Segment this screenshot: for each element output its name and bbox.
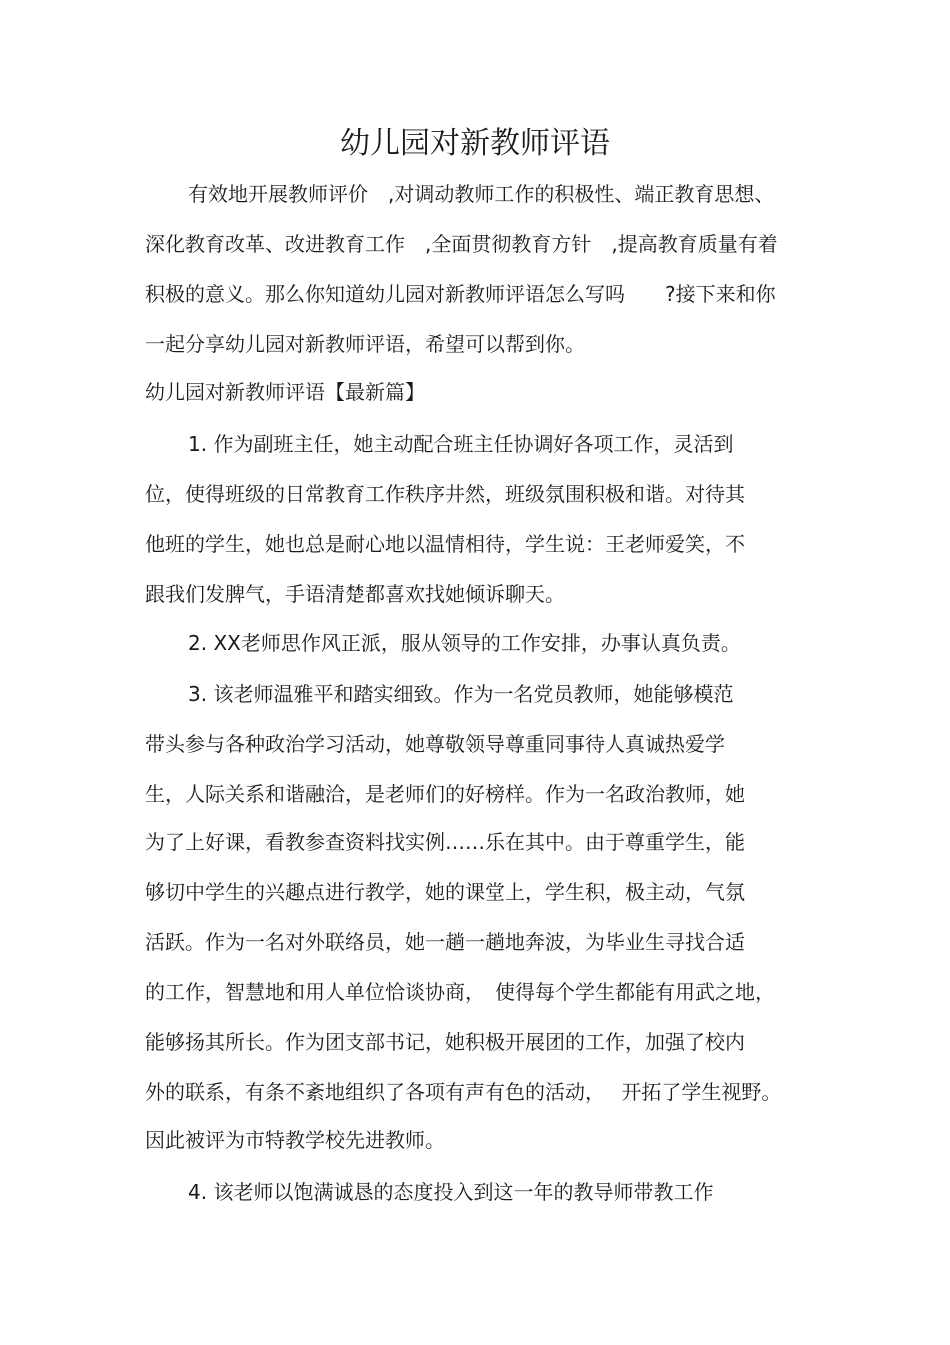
item-3-line-10: 因此被评为市特教学校先进教师。 (145, 1128, 445, 1152)
item-3-line-6: 活跃。作为一名对外联络员，她一趟一趟地奔波，为毕业生寻找合适 (145, 930, 745, 954)
item-3-line-2: 带头参与各种政治学习活动，她尊敬领导尊重同事待人真诚热爱学 (145, 732, 725, 756)
intro-line-1: 有效地开展教师评价 ,对调动教师工作的积极性、端正教育思想、 (188, 182, 775, 206)
item-3-line-5: 够切中学生的兴趣点进行教学，她的课堂上，学生积，极主动，气氛 (145, 880, 745, 904)
document-title: 幼儿园对新教师评语 (340, 126, 610, 161)
intro-line-3: 积极的意义。那么你知道幼儿园对新教师评语怎么写吗 ?接下来和你 (145, 282, 776, 306)
item-3-line-1: 3. 该老师温雅平和踏实细致。作为一名党员教师，她能够模范 (188, 682, 734, 706)
item-3-line-9: 外的联系，有条不紊地组织了各项有声有色的活动， 开拓了学生视野。 (145, 1080, 782, 1104)
item-2-line-1: 2. XX老师思作风正派，服从领导的工作安排，办事认真负责。 (188, 631, 741, 655)
item-1-line-1: 1. 作为副班主任，她主动配合班主任协调好各项工作，灵活到 (188, 432, 734, 456)
item-3-line-3: 生，人际关系和谐融洽，是老师们的好榜样。作为一名政治教师，她 (145, 782, 745, 806)
intro-line-2: 深化教育改革、改进教育工作 ,全面贯彻教育方针 ,提高教育质量有着 (145, 232, 778, 256)
intro-line-4: 一起分享幼儿园对新教师评语，希望可以帮到你。 (145, 332, 585, 356)
item-1-line-3: 他班的学生，她也总是耐心地以温情相待，学生说：王老师爱笑，不 (145, 532, 745, 556)
item-3-line-7: 的工作，智慧地和用人单位恰谈协商， 使得每个学生都能有用武之地， (145, 980, 775, 1004)
item-1-line-4: 跟我们发脾气，手语清楚都喜欢找她倾诉聊天。 (145, 582, 565, 606)
section-heading: 幼儿园对新教师评语【最新篇】 (145, 380, 425, 404)
item-3-line-4: 为了上好课，看教参查资料找实例……乐在其中。由于尊重学生，能 (145, 830, 745, 854)
item-4-line-1: 4. 该老师以饱满诚恳的态度投入到这一年的教导师带教工作 (188, 1180, 714, 1204)
item-3-line-8: 能够扬其所长。作为团支部书记，她积极开展团的工作，加强了校内 (145, 1030, 745, 1054)
item-1-line-2: 位，使得班级的日常教育工作秩序井然，班级氛围积极和谐。对待其 (145, 482, 745, 506)
